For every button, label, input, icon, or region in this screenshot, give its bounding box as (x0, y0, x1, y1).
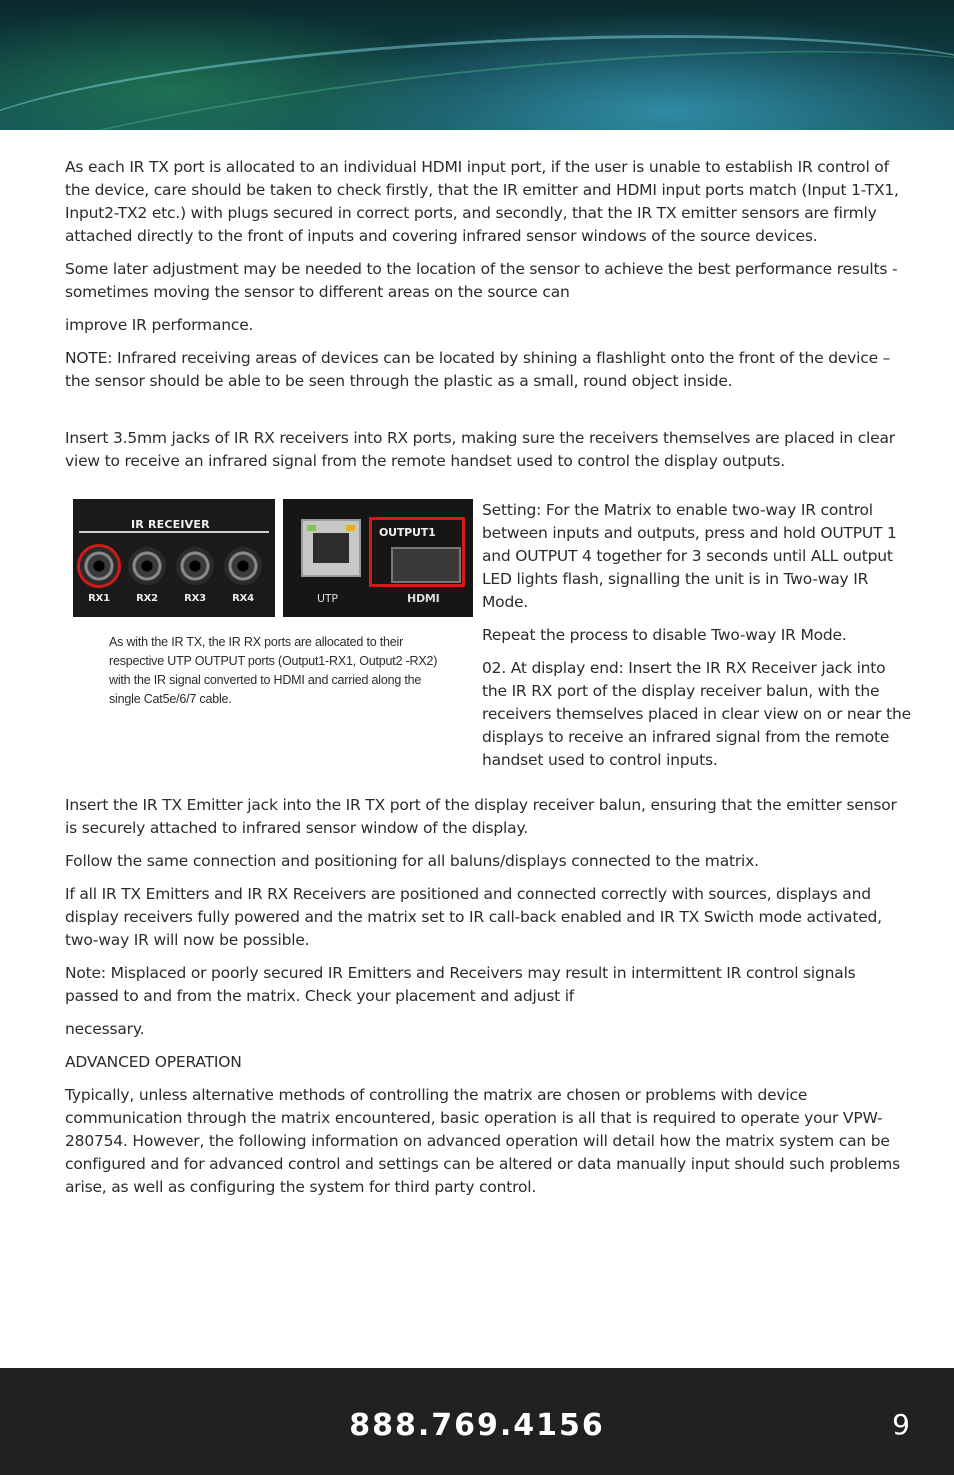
rx-label: RX2 (136, 593, 158, 604)
paragraph: Note: Misplaced or poorly secured IR Emitters and Receivers may result in intermittent IR control signals passed to and from the matrix. Check your placement and adjust if (65, 964, 856, 1005)
figure-row (65, 499, 913, 784)
paragraph: necessary. (65, 1020, 145, 1038)
rx-label: RX4 (232, 593, 254, 604)
rx-label: RX3 (184, 593, 206, 604)
utp-label: UTP (317, 592, 338, 605)
hdmi-label: HDMI (407, 592, 440, 605)
figure-caption: As with the IR TX, the IR RX ports are allocated to their respective UTP OUTPUT ports (Output1-RX1, Output2 -RX2) with the IR signal converted to HDMI and carried along the single Cat5e/6/7 cable. (109, 635, 438, 706)
rx3-jack (176, 547, 214, 585)
side-text (482, 499, 913, 782)
rx4-jack (224, 547, 262, 585)
paragraph: 02. At display end: Insert the IR RX Receiver jack into the IR RX port of the display receiver balun, with the receivers themselves placed in clear view on or near the displays to receive an infrared signal from the remote handset used to control inputs. (482, 659, 911, 769)
paragraph: Insert the IR TX Emitter jack into the IR TX port of the display receiver balun, ensuring that the emitter sensor is securely attached to infrared sensor window of the display. (65, 796, 897, 837)
paragraph: Repeat the process to disable Two-way IR Mode. (482, 626, 847, 644)
rx2-jack (128, 547, 166, 585)
phone-number: 888.769.4156 (349, 1408, 605, 1443)
paragraph: As each IR TX port is allocated to an individual HDMI input port, if the user is unable to establish IR control of the device, care should be taken to check firstly, that the IR emitter and HDMI input ports match (Input 1-TX1, Input2-TX2 etc.) with plugs secured in correct ports, and secondly, that the IR TX emitter sensors are firmly attached directly to the front of inputs and covering infrared sensor windows of the source devices. (65, 158, 899, 245)
page-number: 9 (892, 1408, 910, 1441)
header-banner (0, 0, 954, 130)
utp-output-photo (283, 499, 473, 617)
output-label: OUTPUT1 (379, 526, 436, 539)
rx-label: RX1 (88, 593, 110, 604)
paragraph: Follow the same connection and positioning for all baluns/displays connected to the matrix. (65, 852, 759, 870)
paragraph: Typically, unless alternative methods of controlling the matrix are chosen or problems with device communication through the matrix encountered, basic operation is all that is required to operate your VPW-280754. However, the following information on advanced operation will detail how the matrix system can be configured and for advanced control and settings can be altered or data manually input should such problems arise, as well as configuring the system for third party control. (65, 1086, 901, 1196)
utp-port (301, 519, 361, 577)
paragraph: Setting: For the Matrix to enable two-way IR control between inputs and outputs, press and hold OUTPUT 1 and OUTPUT 4 together for 3 seconds until ALL output LED lights flash, signalling the unit is in Two-way IR Mode. (482, 501, 897, 611)
rx1-jack (80, 547, 118, 585)
paragraph: Insert 3.5mm jacks of IR RX receivers into RX ports, making sure the receivers themselves are placed in clear view to receive an infrared signal from the remote handset used to control the display outputs. (65, 429, 895, 470)
paragraph: improve IR performance. (65, 316, 254, 334)
paragraph: Some later adjustment may be needed to the location of the sensor to achieve the best performance results - sometimes moving the sensor to different areas on the source can (65, 260, 898, 301)
footer (0, 1368, 954, 1475)
section-heading: ADVANCED OPERATION (65, 1053, 242, 1071)
paragraph: NOTE: Infrared receiving areas of devices can be located by shining a flashlight onto the front of the device – the sensor should be able to be seen through the plastic as a small, round object inside. (65, 349, 891, 390)
page-content (65, 156, 913, 1209)
paragraph: If all IR TX Emitters and IR RX Receivers are positioned and connected correctly with sources, displays and display receivers fully powered and the matrix set to IR call-back enabled and IR TX Swicth mode activated, two-way IR will now be possible. (65, 885, 882, 949)
ir-receiver-title: IR RECEIVER (131, 518, 210, 531)
ir-receiver-photo (73, 499, 275, 617)
